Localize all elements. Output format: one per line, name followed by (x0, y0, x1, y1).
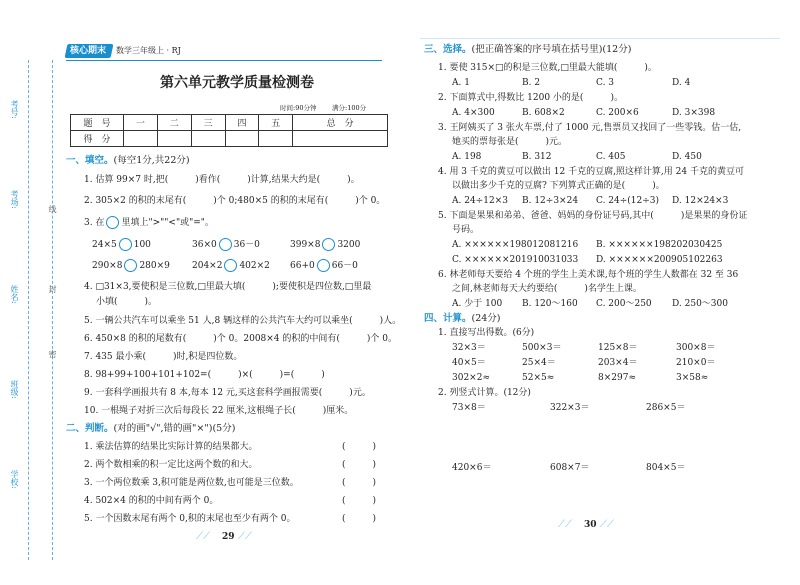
seal-char-xian: 线 (48, 205, 57, 213)
oral-calc[interactable]: 25×4＝ (522, 358, 556, 368)
circle-blank-icon[interactable] (322, 238, 335, 251)
brand-name: 核心期末 (70, 46, 107, 56)
section2-heading: 二、判断。(对的画"√",错的画"×")(5分) (66, 423, 236, 434)
oral-calc[interactable]: 300×8＝ (676, 343, 716, 353)
label-banji: 班级: (10, 380, 19, 399)
pen-deco-icon: ⟋⟋ (558, 519, 572, 530)
vertical-calc[interactable]: 286×5＝ (646, 403, 686, 413)
s3-q5-cont: 号码。 (452, 225, 480, 235)
s3-q2: 2. 下面算式中,得数比 1200 小的是( )。 (438, 93, 623, 103)
score-blank-cell[interactable] (124, 131, 158, 147)
score-head-cell: 四 (225, 115, 259, 131)
choice-option[interactable]: B. 608×2 (522, 108, 565, 118)
score-head-cell: 五 (259, 115, 293, 131)
circle-blank-icon[interactable] (224, 259, 237, 272)
choice-option[interactable]: A. 少于 100 (452, 299, 503, 309)
s3-q5: 5. 下面是果果和弟弟、爸爸、妈妈的身份证号码,其中( )是果果的身份证 (438, 211, 748, 221)
seal-char-feng: 封 (48, 285, 57, 293)
choice-option[interactable]: C. 200～250 (596, 299, 652, 309)
pen-deco-icon: ⟋⟋ (600, 519, 614, 530)
circle-blank-icon[interactable] (317, 259, 330, 272)
label-kaochang: 考场: (10, 190, 19, 209)
score-blank-cell[interactable] (225, 131, 259, 147)
compare-item: 399×8 3200 (290, 240, 361, 250)
judge-item: 3. 一个两位数乘 3,积可能是两位数,也可能是三位数。 (84, 478, 299, 488)
oral-calc[interactable]: 3×58≈ (676, 373, 709, 383)
choice-option[interactable]: B. 2 (522, 78, 541, 88)
exam-time: 时间:90分钟 (280, 104, 317, 112)
s4-p1: 1. 直接写出得数。(6分) (438, 328, 535, 338)
vertical-calc[interactable]: 322×3＝ (550, 403, 590, 413)
score-head-cell: 题 号 (71, 115, 124, 131)
section3-heading: 三、选择。(把正确答案的序号填在括号里)(12分) (424, 44, 632, 55)
header-rule (66, 60, 382, 61)
compare-item: 204×2 402×2 (192, 261, 270, 271)
s3-q3-cont: 她买的票每张是( )元。 (452, 137, 568, 147)
grade-label: 数学三年级上 · RJ (116, 46, 181, 55)
label-xuexiao: 学校: (10, 470, 19, 489)
judge-answer-paren[interactable]: ( ) (342, 478, 377, 488)
circle-blank-icon[interactable] (219, 238, 232, 251)
oral-calc[interactable]: 203×4＝ (598, 358, 638, 368)
choice-option[interactable]: C. 24÷(12÷3) (596, 196, 660, 206)
choice-option[interactable]: D. 450 (672, 152, 702, 162)
pen-deco-icon: ⟋⟋ (238, 531, 252, 542)
score-head-cell: 总 分 (293, 115, 388, 131)
score-row-label: 得 分 (71, 131, 124, 147)
s1-q8: 8. 98+99+100+101+102=( )×( )=( ) (84, 370, 325, 380)
judge-item: 1. 乘法估算的结果比实际计算的结果都大。 (84, 442, 258, 452)
judge-item: 2. 两个数相乘的积一定比这两个数的和大。 (84, 460, 258, 470)
judge-answer-paren[interactable]: ( ) (342, 442, 377, 452)
s3-q6-cont: 之间,林老师每天大约要给( )名学生上课。 (452, 284, 642, 294)
choice-option[interactable]: A. 24÷12×3 (452, 196, 508, 206)
choice-option[interactable]: C. ××××××201910031033 (452, 255, 579, 265)
exam-score: 满分:100分 (332, 104, 367, 112)
choice-option[interactable]: A. 1 (452, 78, 470, 88)
judge-answer-paren[interactable]: ( ) (342, 460, 377, 470)
s4-p2: 2. 列竖式计算。(12分) (438, 388, 531, 398)
judge-item: 4. 502×4 的积的中间有两个 0。 (84, 496, 219, 506)
vertical-calc[interactable]: 73×8＝ (452, 403, 486, 413)
section1-heading: 一、填空。(每空1分,共22分) (66, 155, 190, 166)
oral-calc[interactable]: 210×0＝ (676, 358, 716, 368)
oral-calc[interactable]: 125×8＝ (598, 343, 638, 353)
circle-blank-icon[interactable] (119, 238, 132, 251)
s1-q6: 6. 450×8 的积的尾数有( )个 0。2008×4 的积的中间有( )个 0。 (84, 334, 398, 344)
s1-q10: 10. 一根绳子对折三次后每段长 22 厘米,这根绳子长( )厘米。 (84, 406, 354, 416)
choice-option[interactable]: A. 198 (452, 152, 482, 162)
page-number-left: 29 (222, 532, 235, 542)
s1-q7: 7. 435 最小乘( )时,积是四位数。 (84, 352, 243, 362)
compare-item: 24×5 100 (92, 240, 151, 250)
choice-option[interactable]: D. ××××××200905102263 (596, 255, 723, 265)
s3-q3: 3. 王阿姨买了 3 张火车票,付了 1000 元,售票员又找回了一些零钱。估一估, (438, 123, 742, 133)
s1-q4-cont: 小填( )。 (96, 297, 158, 307)
score-blank-cell[interactable] (157, 131, 191, 147)
binding-dashed-line-outer (28, 60, 29, 560)
s1-q5: 5. 一辆公共汽车可以乘坐 51 人,8 辆这样的公共汽车大约可以乘坐( )人。 (84, 316, 402, 326)
judge-answer-paren[interactable]: ( ) (342, 514, 377, 524)
oral-calc[interactable]: 32×3＝ (452, 343, 486, 353)
vertical-calc[interactable]: 804×5＝ (646, 463, 686, 473)
s1-q2: 2. 305×2 的积的末尾有( )个 0;480×5 的积的末尾有( )个 0。 (84, 196, 386, 206)
section4-heading: 四、计算。(24分) (424, 313, 501, 324)
score-head-cell: 三 (191, 115, 225, 131)
choice-option[interactable]: D. 250～300 (672, 299, 728, 309)
right-header-rule (420, 38, 780, 39)
oral-calc[interactable]: 8×297≈ (598, 373, 636, 383)
oral-calc[interactable]: 52×5≈ (522, 373, 555, 383)
page-number-right: 30 (584, 520, 597, 530)
score-head-cell: 一 (124, 115, 158, 131)
judge-item: 5. 一个因数末尾有两个 0,积的末尾也至少有两个 0。 (84, 514, 296, 524)
oral-calc[interactable]: 40×5＝ (452, 358, 486, 368)
choice-option[interactable]: B. ××××××198202030425 (596, 240, 723, 250)
label-xingming: 姓名: (10, 285, 19, 304)
pen-deco-icon: ⟋⟋ (196, 531, 210, 542)
compare-item: 36×0 36－0 (192, 240, 260, 250)
judge-answer-paren[interactable]: ( ) (342, 496, 377, 506)
choice-option[interactable]: D. 12×24×3 (672, 196, 729, 206)
vertical-calc[interactable]: 420×6＝ (452, 463, 492, 473)
choice-option[interactable]: A. 4×300 (452, 108, 495, 118)
choice-option[interactable]: D. 4 (672, 78, 691, 88)
score-blank-cell[interactable] (293, 131, 388, 147)
s1-q1: 1. 估算 99×7 时,把( )看作( )计算,结果大约是( )。 (84, 175, 360, 185)
circle-blank-icon (106, 216, 119, 229)
score-head-cell: 二 (157, 115, 191, 131)
choice-option[interactable]: A. ××××××198012081216 (452, 240, 579, 250)
page-title: 第六单元教学质量检测卷 (160, 75, 314, 91)
score-table (70, 114, 388, 147)
choice-option[interactable]: C. 405 (596, 152, 626, 162)
compare-item: 66+0 66－0 (290, 261, 358, 271)
compare-item: 290×8 280×9 (92, 261, 170, 271)
s1-q9: 9. 一套科学画报共有 8 本,每本 12 元,买这套科学画报需要( )元。 (84, 388, 371, 398)
s3-q4: 4. 用 3 千克的黄豆可以做出 12 千克的豆腐,照这样计算,用 24 千克的黄豆可 (438, 167, 744, 177)
choice-option[interactable]: C. 3 (596, 78, 615, 88)
s3-q4-cont: 以做出多少千克的豆腐? 下列算式正确的是( )。 (452, 181, 665, 191)
binding-dashed-line-inner (52, 60, 53, 560)
choice-option[interactable]: D. 3×398 (672, 108, 716, 118)
oral-calc[interactable]: 500×3＝ (522, 343, 562, 353)
choice-option[interactable]: C. 200×6 (596, 108, 639, 118)
choice-option[interactable]: B. 12÷3×24 (522, 196, 579, 206)
s3-q6: 6. 林老师每天要给 4 个班的学生上美术课,每个班的学生人数都在 32 至 36 (438, 270, 739, 280)
s1-q3: 3. 在 里填上">""<"或"="。 (84, 218, 214, 228)
label-kaohao: 考号: (10, 100, 19, 119)
choice-option[interactable]: B. 120～160 (522, 299, 578, 309)
vertical-calc[interactable]: 608×7＝ (550, 463, 590, 473)
score-blank-cell[interactable] (259, 131, 293, 147)
choice-option[interactable]: B. 312 (522, 152, 552, 162)
oral-calc[interactable]: 302×2≈ (452, 373, 490, 383)
s3-q1: 1. 要使 315×□的积是三位数,□里最大能填( )。 (438, 63, 657, 73)
score-blank-cell[interactable] (191, 131, 225, 147)
seal-char-mi: 密 (48, 350, 57, 358)
circle-blank-icon[interactable] (124, 259, 137, 272)
s1-q4: 4. □31×3,要使积是三位数,□里最大填( );要使积是四位数,□里最 (84, 282, 372, 292)
